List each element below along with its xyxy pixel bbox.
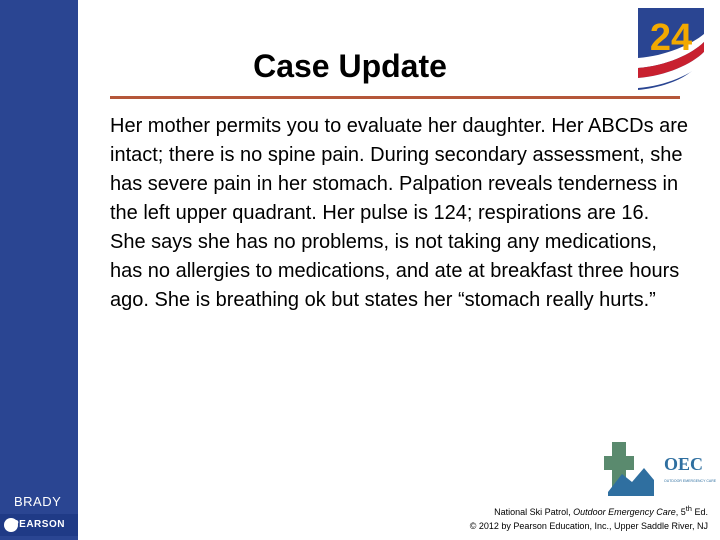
- credit-book-title: Outdoor Emergency Care: [573, 507, 676, 517]
- badge-number: 24: [649, 17, 693, 59]
- credit-edition-sup: th: [685, 504, 692, 513]
- left-sidebar: [0, 0, 78, 540]
- pearson-logo: [0, 514, 78, 536]
- credit-prefix: National Ski Patrol,: [494, 507, 574, 517]
- credit-line: [248, 502, 708, 519]
- oec-logo: [604, 440, 717, 498]
- credit-edition-num: , 5: [675, 507, 686, 517]
- pearson-logo-text: PEARSON: [12, 519, 65, 530]
- brady-logo-text: BRADY: [14, 494, 62, 509]
- case-body-text: Her mother permits you to evaluate her daughter. Her ABCDs are intact; there is no spine pain. During secondary assessment, she has severe pain in her stomach. Palpation reveals tenderness in the left upper quadrant. Her pulse is 124; respirations are 16. She says she has no problems, is not taking any medications, has no allergies to medications, and ate at breakfast three hours ago. She is breathing ok but states her “stomach really hurts.”: [110, 115, 689, 311]
- chapter-24-badge-icon: [636, 8, 706, 90]
- credit-edition-end: Ed.: [691, 507, 708, 517]
- copyright-line: © 2012 by Pearson Education, Inc., Upper Saddle River, NJ: [469, 521, 708, 531]
- oec-logo-text: OEC: [664, 454, 704, 474]
- title-underline: [110, 96, 680, 99]
- footer-credit: [248, 502, 708, 533]
- slide-title: Case Update: [253, 48, 447, 84]
- oec-logo-subtext: OUTDOOR EMERGENCY CARE: [664, 479, 717, 483]
